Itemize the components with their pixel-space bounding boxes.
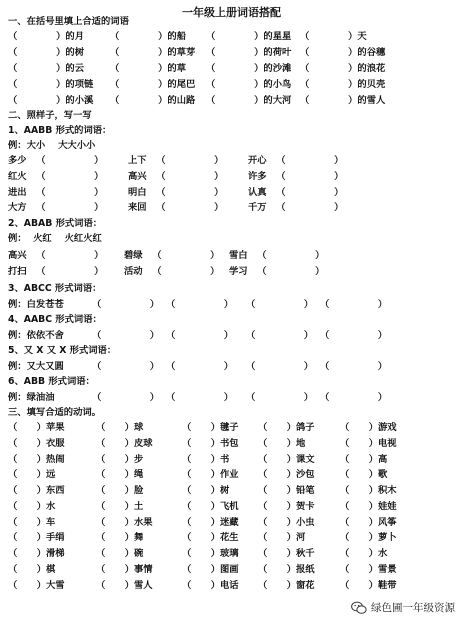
blank-item: （ ） [320,392,388,403]
blank-item: （ ）的荷叶 [206,47,292,58]
blank-item: （ ）雪人 [96,580,153,591]
blank-item: 上下 （ ） [128,155,224,166]
blank-item: （ ）事情 [96,564,153,575]
blank-item: （ ）苹果 [8,422,65,433]
blank-item: （ ）窗花 [258,580,315,591]
blank-item: （ ）树 [182,485,230,496]
blank-item: （ ）的草 [110,63,187,74]
blank-item: （ ）天 [300,31,367,42]
blank-item: 明白 （ ） [128,187,224,198]
blank-item: （ ）地 [258,438,306,449]
blank-item: 进出 （ ） [8,187,104,198]
section3-heading: 三、填写合适的动词。 [8,407,101,418]
blank-item: 来回 （ ） [128,202,224,213]
blank-item: （ ）鞋带 [340,580,397,591]
blank-item: （ ）水 [340,548,388,559]
blank-item: （ ）贺卡 [258,501,315,512]
blank-item: （ ） [166,299,234,310]
blank-item: （ ）电视 [340,438,397,449]
blank-item: （ ）车 [8,517,56,528]
blank-item: （ ）高 [340,454,388,465]
blank-item: （ ）的草芽 [110,47,196,58]
watermark [351,600,455,615]
aabb-heading: 1、AABB 形式的词语： [8,125,112,136]
blank-item: （ ）鸽子 [258,422,315,433]
blank-item: （ ）的小溪 [8,95,94,106]
blank-item: （ ）飞机 [182,501,239,512]
blank-item: 例：绿油油 [8,392,55,403]
blank-item: （ ）书包 [182,438,239,449]
blank-item: （ ）衣服 [8,438,65,449]
aabb-example: 例：大小 大大小小 [8,140,96,151]
section1-heading: 一、在括号里填上合适的词语 [8,16,129,27]
abab-heading: 2、ABAB 形式词语： [8,218,103,229]
blank-item: （ ）毽子 [182,422,239,433]
blank-item: （ ）东西 [8,485,65,496]
blank-item: （ ）的树 [8,47,85,58]
page-title: 一年级上册词语搭配 [182,6,281,19]
blank-item: 雪白 （ ） [229,250,325,261]
section2-heading: 二、照样子，写一写 [8,110,92,121]
blank-item: （ ）的尾巴 [110,79,196,90]
blank-item: （ ）水 [8,501,56,512]
blank-item: （ ）小虫 [258,517,315,528]
blank-item: （ ）电话 [182,580,239,591]
wechat-icon [351,601,367,615]
blank-item: 例：白发苍苍 [8,299,64,310]
blank-item: 红火 （ ） [8,171,104,182]
blank-item: （ ）的小鸟 [206,79,292,90]
blank-item: （ ）手绢 [8,532,65,543]
blank-item: （ ）脸 [96,485,144,496]
blank-item: （ ）的谷穗 [300,47,386,58]
blank-item: （ ） [166,330,234,341]
blank-item: （ ）娃娃 [340,501,397,512]
blank-item: （ ）秋千 [258,548,315,559]
watermark-text: 绿色圃一年级资源 [371,602,455,614]
blank-item: （ ） [246,361,314,372]
blank-item: 许多 （ ） [248,171,344,182]
blank-item: （ ）大雪 [8,580,65,591]
blank-item: （ ）的云 [8,63,85,74]
blank-item: （ ）皮球 [96,438,153,449]
blank-item: 学习 （ ） [229,266,325,277]
blank-item: （ ）积木 [340,485,397,496]
blank-item: （ ）雪景 [340,564,397,575]
blank-item: （ ）的大河 [206,95,292,106]
blank-item: （ ）河 [258,532,306,543]
blank-item: 千万 （ ） [248,202,344,213]
blank-item: 开心 （ ） [248,155,344,166]
blank-item: （ ）萝卜 [340,532,397,543]
blank-item: 例：依依不舍 [8,330,64,341]
blank-item: （ ）的星星 [206,31,292,42]
blank-item: （ ）的浪花 [300,63,386,74]
blank-item: （ ） [92,330,160,341]
blank-item: 高兴 （ ） [128,171,224,182]
blank-item: 例：又大又圆 [8,361,64,372]
blank-item: 高兴 （ ） [8,250,104,261]
blank-item: （ ）报纸 [258,564,315,575]
abb-heading: 6、ABB 形式词语： [8,376,95,387]
aabc-heading: 4、AABC 形式词语： [8,314,102,325]
blank-item: （ ）热闹 [8,454,65,465]
blank-item: （ ）沙包 [258,469,315,480]
blank-item: （ ）碗 [96,548,144,559]
blank-item: （ ）远 [8,469,56,480]
blank-item: （ ）棋 [8,564,56,575]
xaxb-heading: 5、又 X 又 X 形式词语： [8,345,117,356]
blank-item: （ ）的雪人 [300,95,386,106]
blank-item: （ ）铅笔 [258,485,315,496]
blank-item: （ ） [92,361,160,372]
blank-item: （ ）的项链 [8,79,94,90]
blank-item: （ ）迷藏 [182,517,239,528]
blank-item: （ ）歌 [340,469,388,480]
blank-item: （ ） [320,330,388,341]
abcc-heading: 3、ABCC 形式词语： [8,283,102,294]
blank-item: （ ）球 [96,422,144,433]
blank-item: （ ）土 [96,501,144,512]
blank-item: （ ）的沙滩 [206,63,292,74]
blank-item: 活动 （ ） [124,266,220,277]
blank-item: （ ）水果 [96,517,153,528]
blank-item: （ ） [246,392,314,403]
blank-item: （ ）的月 [8,31,85,42]
blank-item: （ ）作业 [182,469,239,480]
abab-example: 例： 火红 火红火红 [8,233,102,244]
blank-item: （ ）绳 [96,469,144,480]
blank-item: （ ）的山路 [110,95,196,106]
blank-item: （ ）风筝 [340,517,397,528]
blank-item: （ ）的船 [110,31,187,42]
blank-item: 打扫 （ ） [8,266,104,277]
blank-item: （ ）舞 [96,532,144,543]
blank-item: （ ） [92,299,160,310]
blank-item: （ ） [166,361,234,372]
blank-item: （ ） [246,299,314,310]
blank-item: （ ）滑梯 [8,548,65,559]
blank-item: （ ）图画 [182,564,239,575]
blank-item: （ ）花生 [182,532,239,543]
blank-item: （ ） [246,330,314,341]
blank-item: （ ） [320,299,388,310]
blank-item: （ ）玻璃 [182,548,239,559]
blank-item: 多少 （ ） [8,155,104,166]
blank-item: （ ）的贝壳 [300,79,386,90]
blank-item: （ ）步 [96,454,144,465]
blank-item: （ ） [92,392,160,403]
blank-item: 碧绿 （ ） [124,250,220,261]
blank-item: （ ） [320,361,388,372]
blank-item: （ ） [166,392,234,403]
blank-item: （ ）课文 [258,454,315,465]
blank-item: 认真 （ ） [248,187,344,198]
blank-item: 大方 （ ） [8,202,104,213]
blank-item: （ ）游戏 [340,422,397,433]
blank-item: （ ）书 [182,454,230,465]
